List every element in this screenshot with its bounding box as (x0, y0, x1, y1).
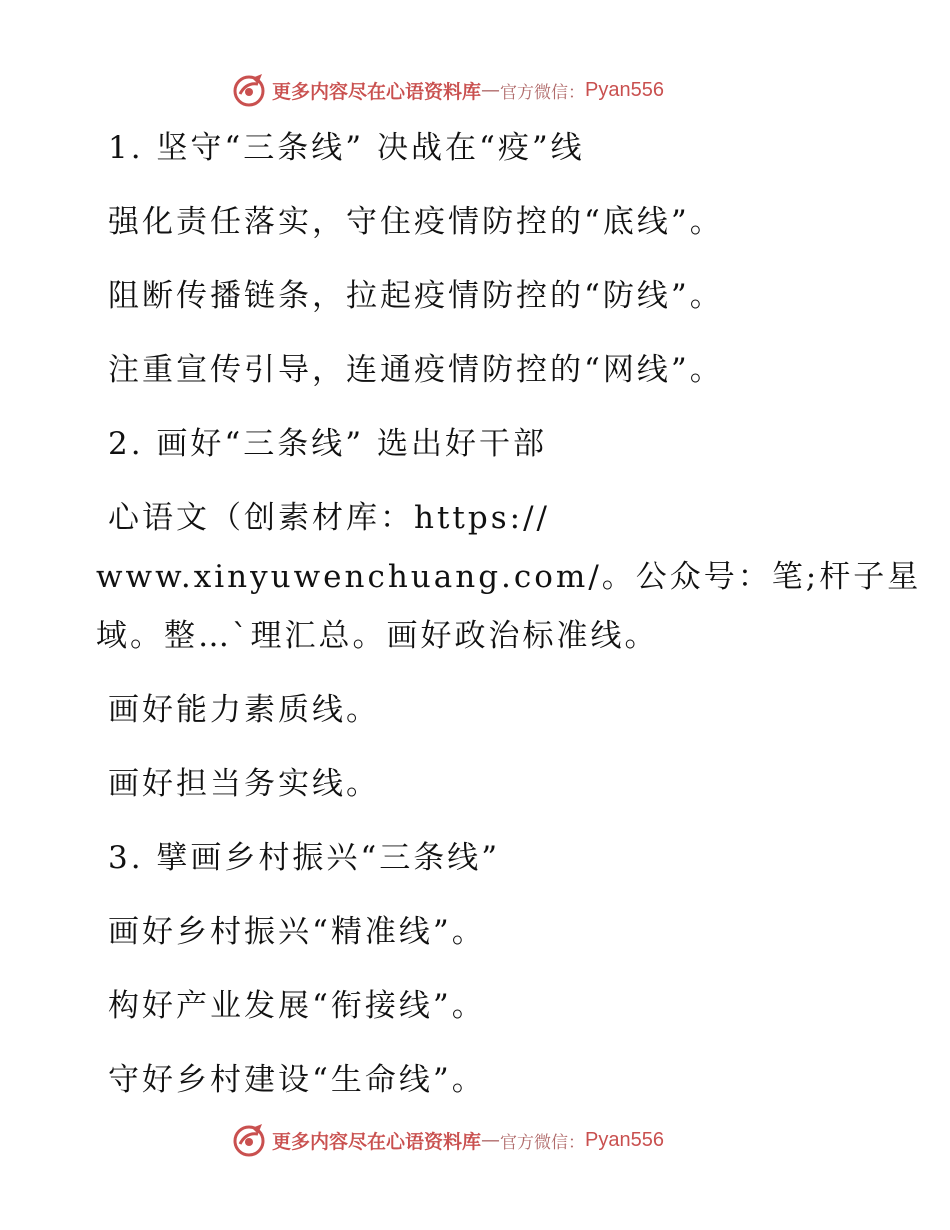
text-line: www.xinyuwenchuang.com/。公众号：笔;杆子星 (96, 559, 922, 595)
text-line: 注重宣传引导，连通疫情防控的“网线”。 (108, 352, 724, 388)
text-line: 强化责任落实，守住疫情防控的“底线”。 (108, 204, 724, 240)
text-line: 域。整…`理汇总。画好政治标准线。 (96, 618, 659, 654)
section-heading-2: 2. 画好“三条线” 选出好干部 (108, 426, 547, 462)
header-banner (232, 70, 664, 110)
banner-official-label: 官方微信： (500, 1132, 586, 1153)
section-heading-1: 1. 坚守“三条线” 决战在“疫”线 (108, 130, 585, 166)
text-line: 守好乡村建设“生命线”。 (108, 1062, 486, 1098)
section-heading-3: 3. 擘画乡村振兴“三条线” (108, 840, 501, 876)
text-line: 画好能力素质线。 (108, 692, 380, 728)
text-line: 画好担当务实线。 (108, 766, 380, 802)
banner-official-label: 官方微信： (500, 82, 586, 103)
swirl-pen-logo-icon (232, 1122, 268, 1158)
text-line: 构好产业发展“衔接线”。 (108, 988, 486, 1024)
text-line: 画好乡村振兴“精准线”。 (108, 914, 486, 950)
footer-banner (232, 1120, 664, 1160)
banner-wechat-id: Pyan556 (585, 1128, 664, 1151)
banner-text: 更多内容尽在心语资料库 (272, 1130, 482, 1153)
banner-dash: — (481, 1129, 501, 1151)
text-line: 心语文（创素材库：https:// (108, 500, 550, 536)
text-line: 阻断传播链条，拉起疫情防控的“防线”。 (108, 278, 724, 314)
banner-text: 更多内容尽在心语资料库 (272, 80, 482, 103)
banner-wechat-id: Pyan556 (585, 78, 664, 101)
swirl-pen-logo-icon (232, 72, 268, 108)
banner-dash: — (481, 79, 501, 101)
